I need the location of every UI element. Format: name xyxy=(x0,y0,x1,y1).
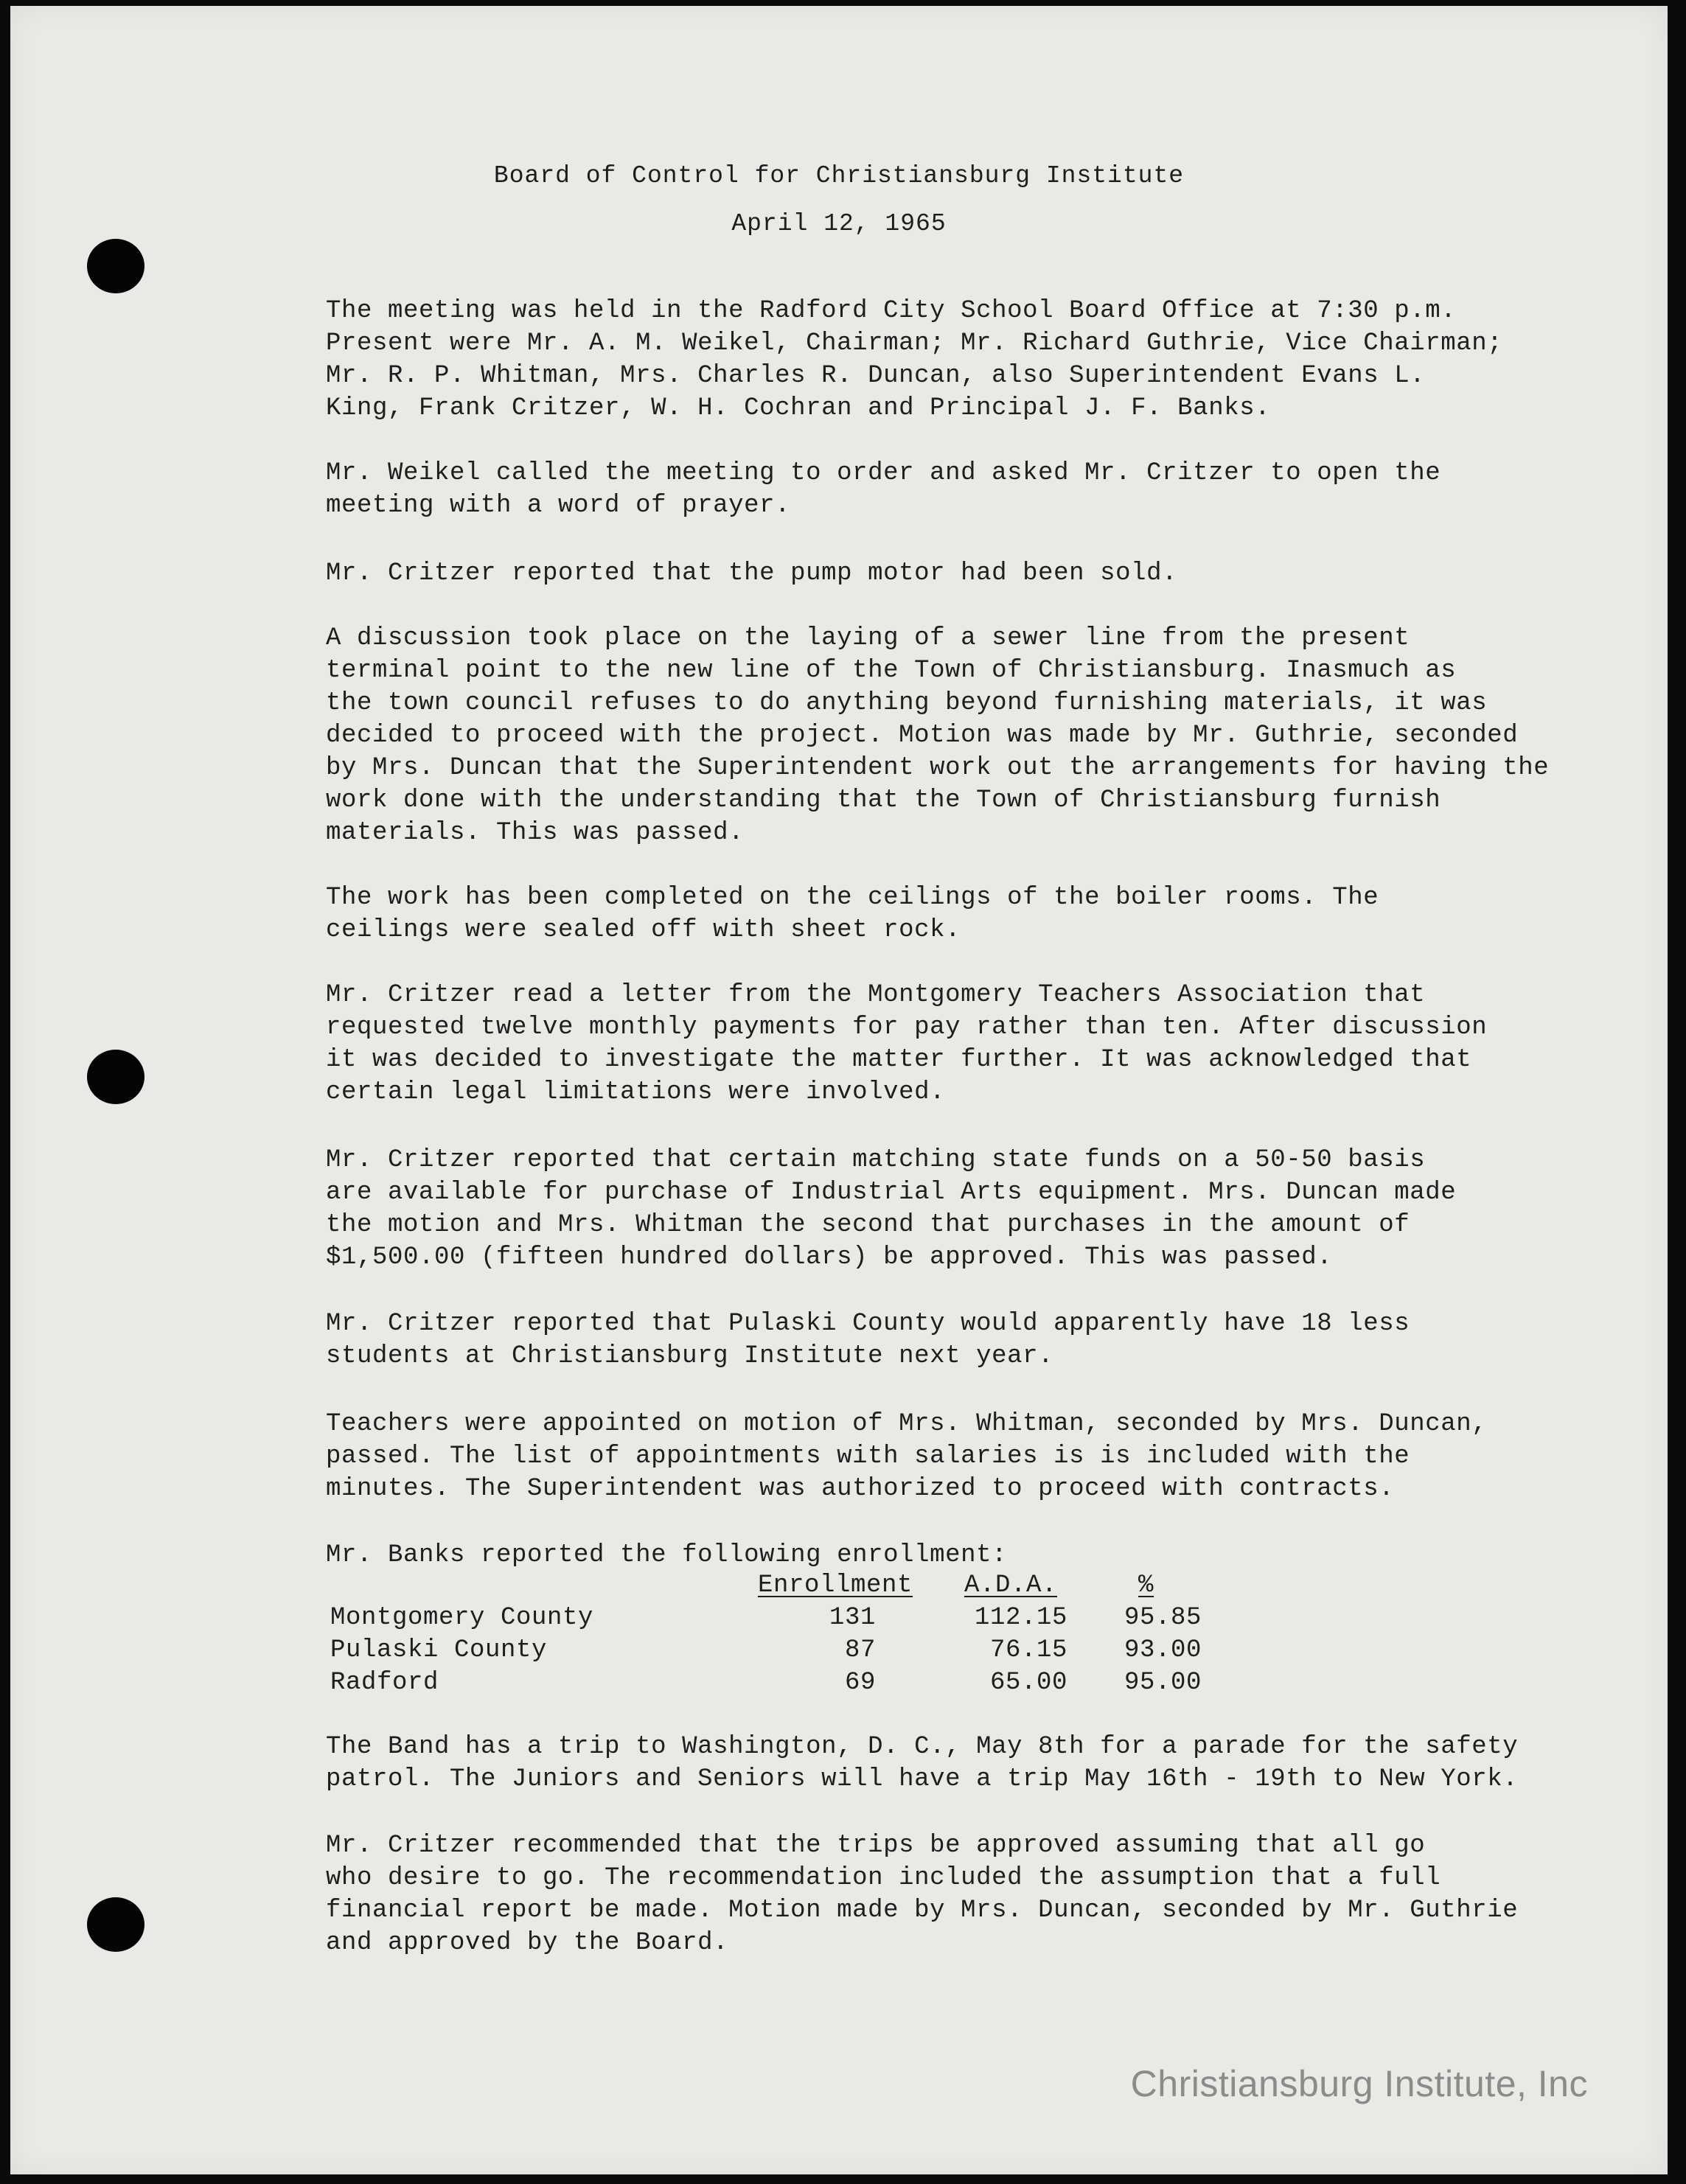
row-name: Montgomery County xyxy=(330,1604,594,1632)
document-page xyxy=(10,6,1668,2174)
row-enrollment: 87 xyxy=(844,1636,876,1664)
document-date: April 12, 1965 xyxy=(731,210,947,237)
paragraph-pulaski: Mr. Critzer reported that Pulaski County would apparently have 18 less students at Christiansburg Institute next year. xyxy=(326,1310,1410,1370)
row-enrollment: 69 xyxy=(844,1669,876,1697)
paragraph-pump-motor: Mr. Critzer reported that the pump motor had been sold. xyxy=(326,559,1178,587)
paragraph-sewer-line: A discussion took place on the laying of a sewer line from the present terminal point to the new line of the Town of Christiansburg. Inasmuch as the town council refuses to do anything beyond furnishing materials, it was decided to proceed with the project. Motion was made by Mr. Guthrie, seconded by Mrs. Duncan that the Superintendent work out the arrangements for having the work done with the understanding that the Town of Christiansburg furnish materials. This was passed. xyxy=(326,624,1550,847)
row-ada: 112.15 xyxy=(974,1604,1067,1632)
row-ada: 65.00 xyxy=(989,1669,1067,1697)
table-row xyxy=(330,1636,1289,1669)
punch-hole xyxy=(87,1897,144,1952)
table-header-row xyxy=(330,1571,1289,1604)
header-percent: % xyxy=(1138,1571,1154,1599)
paragraph-enrollment-intro: Mr. Banks reported the following enrollment: xyxy=(326,1541,1008,1569)
document-title: Board of Control for Christiansburg Institute xyxy=(493,162,1185,189)
row-name: Pulaski County xyxy=(330,1636,548,1664)
row-percent: 95.00 xyxy=(1124,1669,1202,1697)
paragraph-call-to-order: Mr. Weikel called the meeting to order and asked Mr. Critzer to open the meeting with a word of prayer. xyxy=(326,459,1441,520)
row-percent: 93.00 xyxy=(1124,1636,1202,1664)
punch-hole xyxy=(87,239,144,293)
paragraph-teachers-letter: Mr. Critzer read a letter from the Montgomery Teachers Association that requested twelve monthly payments for pay rather than ten. After discussion it was decided to investigate the matter further. It was acknowledged that certain legal limitations were involved. xyxy=(326,981,1488,1106)
row-ada: 76.15 xyxy=(989,1636,1067,1664)
punch-hole xyxy=(87,1050,144,1104)
table-row xyxy=(330,1669,1289,1701)
table-row xyxy=(330,1604,1289,1636)
paragraph-teacher-appointments: Teachers were appointed on motion of Mrs. Whitman, seconded by Mrs. Duncan, passed. The list of appointments with salaries is is included with the minutes. The Superintendent was authorized to proceed with contracts. xyxy=(326,1410,1488,1503)
paragraph-matching-funds: Mr. Critzer reported that certain matching state funds on a 50-50 basis are available for purchase of Industrial Arts equipment. Mrs. Duncan made the motion and Mrs. Whitman the second that purchases in the amount of $1,500.00 (fifteen hundred dollars) be approved. This was passed. xyxy=(326,1146,1457,1271)
header-ada: A.D.A. xyxy=(964,1571,1058,1599)
watermark: Christiansburg Institute, Inc xyxy=(1130,2063,1588,2104)
header-enrollment: Enrollment xyxy=(758,1571,913,1599)
paragraph-trip-approval: Mr. Critzer recommended that the trips be approved assuming that all go who desire to go. The recommendation included the assumption that a full financial report be made. Motion made by Mrs. Duncan, seconded by Mr. Guthrie and approved by the Board. xyxy=(326,1832,1519,1957)
row-percent: 95.85 xyxy=(1124,1604,1202,1632)
row-name: Radford xyxy=(330,1669,439,1697)
row-enrollment: 131 xyxy=(829,1604,876,1632)
paragraph-boiler-rooms: The work has been completed on the ceilings of the boiler rooms. The ceilings were sealed off with sheet rock. xyxy=(326,884,1379,944)
paragraph-trips: The Band has a trip to Washington, D. C., May 8th for a parade for the safety patrol. The Juniors and Seniors will have a trip May 16th - 19th to New York. xyxy=(326,1733,1519,1793)
paragraph-attendance: The meeting was held in the Radford City School Board Office at 7:30 p.m. Present were Mr. A. M. Weikel, Chairman; Mr. Richard Guthrie, Vice Chairman; Mr. R. P. Whitman, Mrs. Charles R. Duncan, also Superintendent Evans L. King, Frank Critzer, W. H. Cochran and Principal J. F. Banks. xyxy=(326,297,1503,422)
